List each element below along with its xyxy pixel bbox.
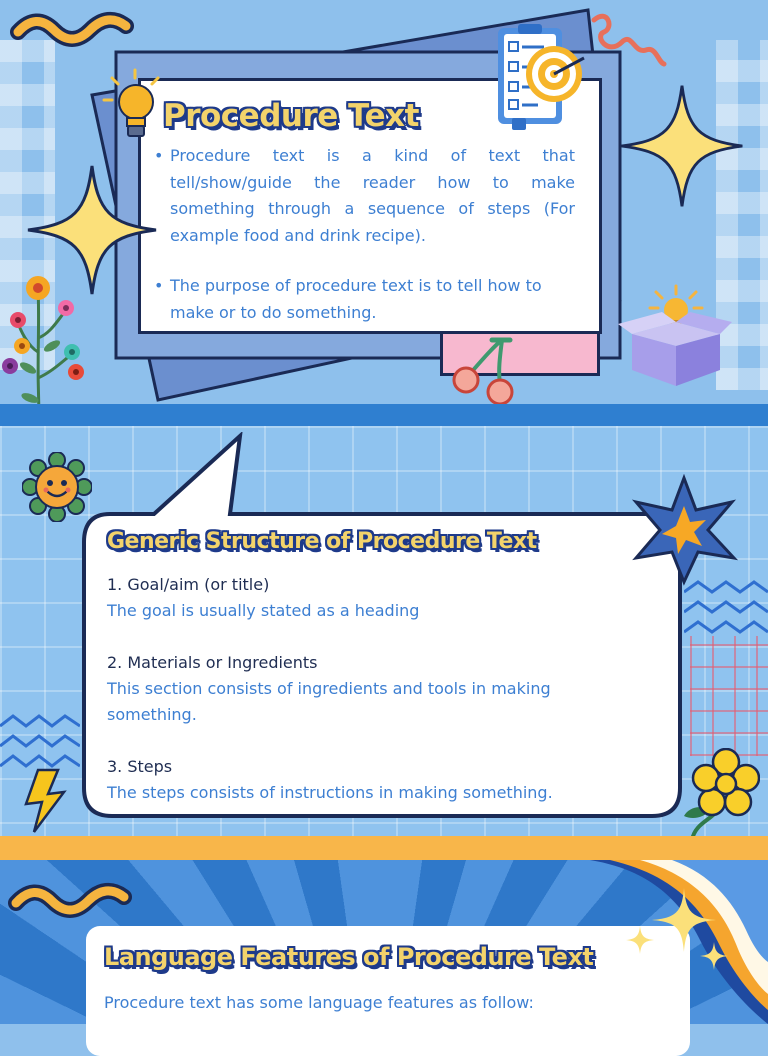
structure-item-text: The goal is usually stated as a heading [107,601,420,620]
red-grid-lines-decoration [690,636,768,756]
ribbon-curl-icon [588,6,668,70]
bullet-definition: • Procedure text is a kind of text that tell/show/guide the reader how to make something through a sequence of steps (For example food and drink recipe). [154,143,575,249]
gift-box-icon [616,282,734,392]
zigzag-icon [684,578,768,638]
squiggle-icon [6,878,136,920]
generic-structure-title: Generic Structure of Procedure Text [107,529,537,554]
sparkle-star-icon [616,80,748,212]
smiley-flower-icon [22,452,92,522]
section-divider-yellow [0,836,768,860]
structure-item-text: This section consists of ingredients and tools in making something. [107,679,551,724]
language-features-title: Language Features of Procedure Text [104,943,594,971]
sparkle-star-icon [618,884,748,980]
procedure-text-bullets [154,143,575,326]
structure-list [107,572,627,806]
checklist-target-icon [492,22,592,134]
flower-stem-icon [0,268,90,425]
zigzag-icon [0,712,80,772]
lightbulb-icon [100,66,170,146]
structure-item-text: The steps consists of instructions in making something. [107,783,553,802]
bullet-purpose: • The purpose of procedure text is to tell how to make or to do something. [154,273,575,326]
squiggle-icon [8,8,138,48]
lightning-icon [24,768,68,834]
structure-item-heading: 1. Goal/aim (or title) [107,575,270,594]
procedure-text-title: Procedure Text [163,98,419,134]
starburst-icon [628,474,740,586]
section-procedure-text [0,0,768,425]
structure-item-heading: 2. Materials or Ingredients [107,653,318,672]
section-divider-blue [0,404,768,426]
cherry-icon [446,336,526,408]
language-features-intro: Procedure text has some language features as follow: [104,993,534,1012]
structure-item-heading: 3. Steps [107,757,173,776]
